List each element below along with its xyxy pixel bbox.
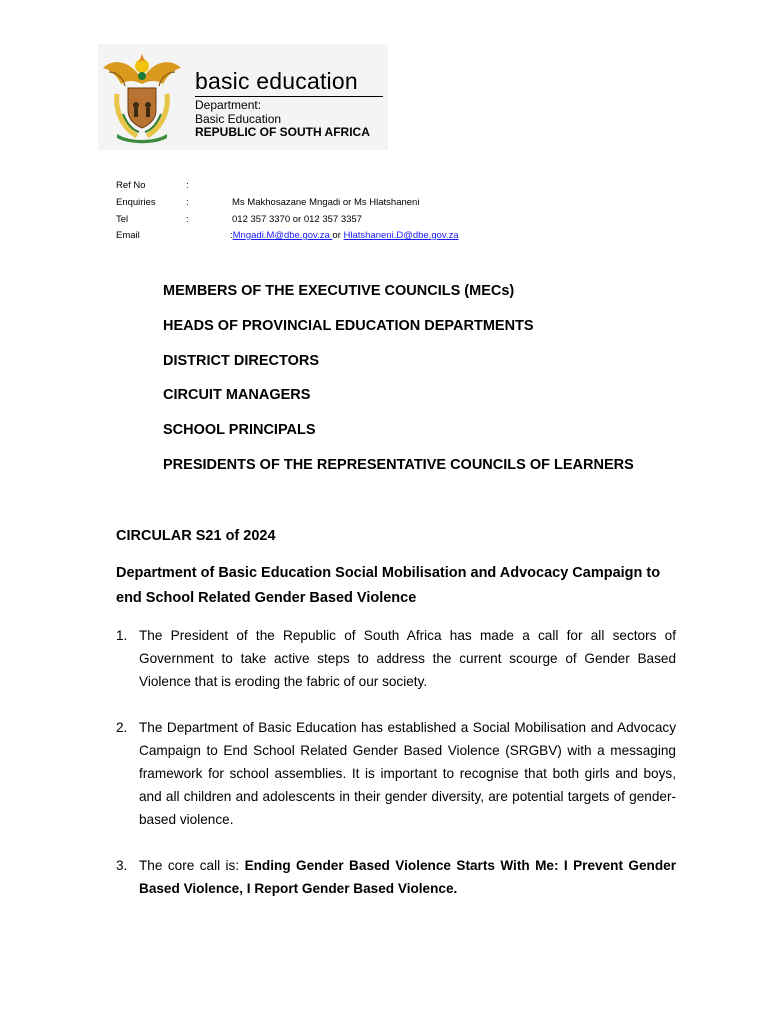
brand-divider: [195, 96, 383, 97]
email-label: Email: [116, 230, 140, 241]
email-link-hlatshaneni[interactable]: Hlatshaneni.D@dbe.gov.za: [343, 230, 459, 241]
numbered-paragraph: [116, 716, 676, 831]
circular-subject: Department of Basic Education Social Mobilisation and Advocacy Campaign to end School Related Gender Based Violence: [116, 565, 661, 606]
recipient-line: CIRCUIT MANAGERS: [163, 387, 311, 403]
enquiries-value: Ms Makhosazane Mngadi or Ms Hlatshaneni: [232, 197, 420, 208]
core-call-intro: The core call is:: [139, 858, 245, 873]
tel-value: 012 357 3370 or 012 357 3357: [232, 214, 362, 225]
paragraph-text: [139, 854, 676, 900]
recipient-line: SCHOOL PRINCIPALS: [163, 422, 316, 438]
ref-number-label: Ref No: [116, 180, 146, 191]
paragraph-number: 3.: [116, 858, 128, 873]
recipient-line: MEMBERS OF THE EXECUTIVE COUNCILS (MECs): [163, 283, 515, 299]
ref-number-colon: :: [186, 180, 189, 191]
recipient-line: HEADS OF PROVINCIAL EDUCATION DEPARTMENTS: [163, 318, 534, 334]
coat-of-arms-icon: [101, 50, 183, 144]
enquiries-label: Enquiries: [116, 197, 156, 208]
paragraph-number: 2.: [116, 720, 128, 735]
core-call-message: Ending Gender Based Violence Starts With Me: I Prevent Gender Based Violence, I Report Gender Based Violence.: [139, 858, 676, 896]
circular-number: CIRCULAR S21 of 2024: [116, 528, 276, 544]
paragraph-text: The President of the Republic of South Africa has made a call for all sectors of Government to take active steps to address the current scourge of Gender Based Violence that is eroding the fabric of our society.: [139, 628, 676, 689]
paragraph-text: The Department of Basic Education has established a Social Mobilisation and Advocacy Campaign to End School Related Gender Based Violence (SRGBV) with a messaging framework for school assemblies. It is important to recognise that both girls and boys, and all children and adolescents in their gender diversity, are potential targets of gender-based violence.: [139, 720, 676, 827]
tel-colon: :: [186, 214, 189, 225]
email-colon: :: [230, 230, 233, 241]
tel-label: Tel: [116, 214, 129, 225]
paragraph-number: 1.: [116, 628, 128, 643]
recipient-line: DISTRICT DIRECTORS: [163, 353, 320, 369]
email-value: [230, 230, 459, 241]
department-name: Basic Education: [195, 111, 282, 126]
email-or: or: [332, 230, 341, 241]
recipient-line: PRESIDENTS OF THE REPRESENTATIVE COUNCILS OF LEARNERS: [163, 457, 634, 473]
department-label: Department:: [195, 98, 262, 112]
country-name: REPUBLIC OF SOUTH AFRICA: [195, 125, 370, 139]
enquiries-colon: :: [186, 197, 189, 208]
numbered-paragraph: [116, 624, 676, 693]
numbered-paragraph: [116, 854, 676, 900]
brand-title: basic education: [195, 68, 358, 94]
email-link-mngadi[interactable]: Mngadi.M@dbe.gov.za: [232, 230, 333, 241]
department-block: [195, 99, 370, 140]
